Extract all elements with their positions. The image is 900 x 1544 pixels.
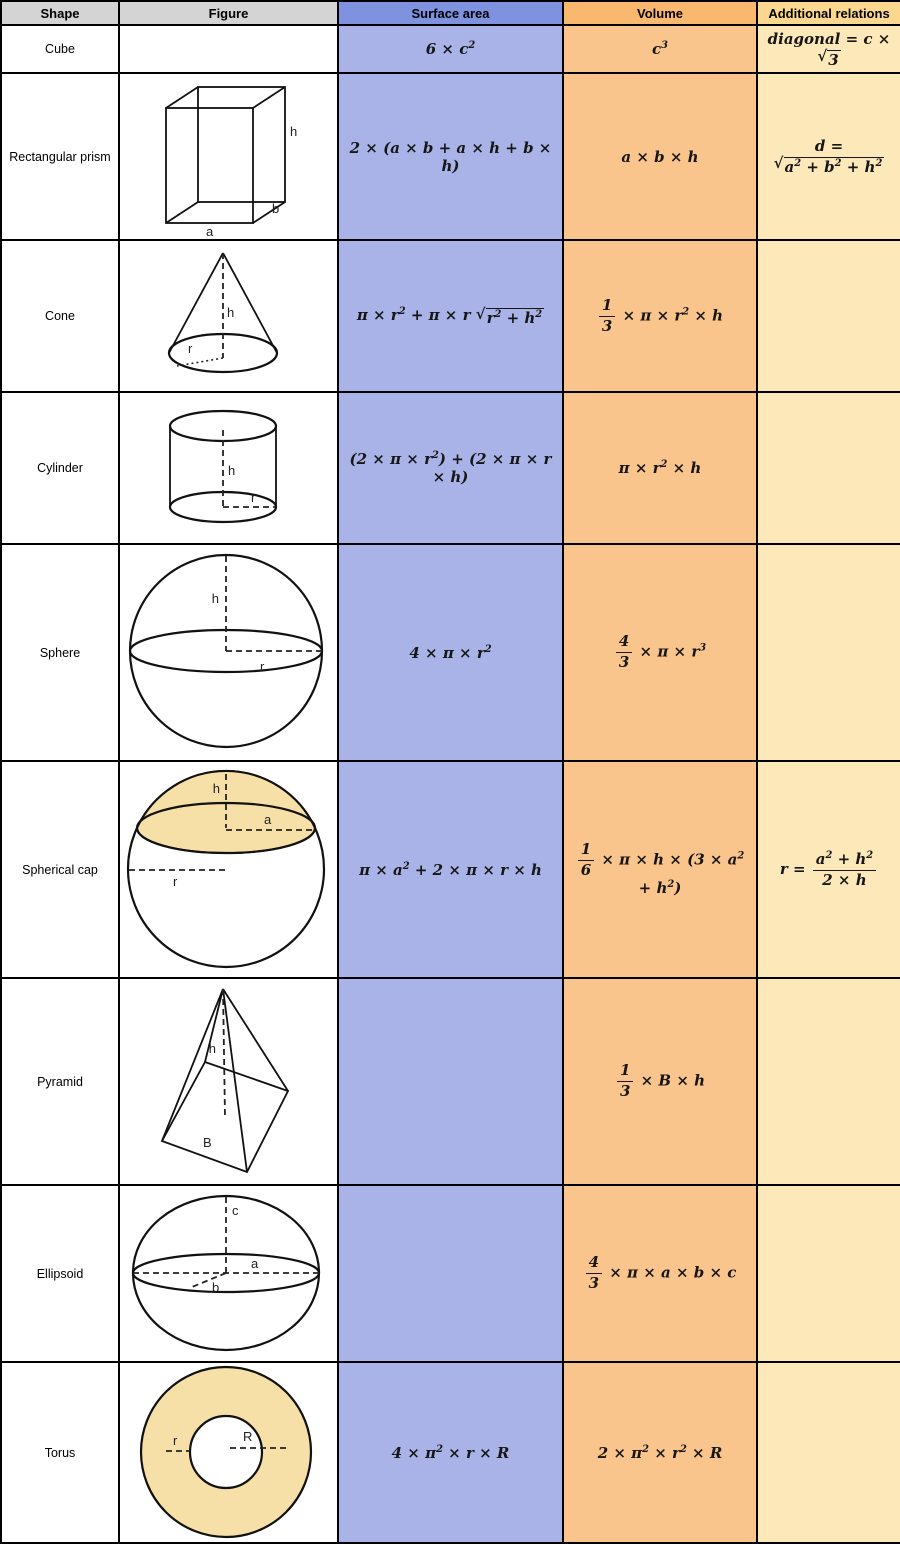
label-h: h [228,463,236,478]
sphere-figure [120,545,338,760]
volume-cell: $\pi \times r^2 \times h$ [563,392,757,544]
surface-area-cell: $6 \times c^2$ [338,25,563,73]
label-c: c [232,1203,239,1218]
label-a: a [206,224,214,239]
label-h: h [208,1041,216,1056]
additional-relations-cell [757,392,900,544]
volume-cell: $\frac{1}{6}$ × $\pi \times h \times (3 \times a^2 + h^2)$ [563,761,757,978]
spherical-cap-figure [120,762,338,977]
table-row-cone [1,240,900,392]
shape-name-cell: Cube [1,25,119,73]
label-a: a [264,812,272,827]
label-R: R [243,1429,253,1444]
surface-area-cell: 2 × (a × b + a × h + b × h) [338,73,563,240]
table-row-pyramid [1,978,900,1185]
label-h: h [212,781,220,796]
additional-relations-cell [757,1185,900,1362]
label-r: r [188,341,193,356]
label-r: r [173,1433,178,1448]
header-shape: Shape [1,1,119,25]
volume-cell: $\frac{4}{3}$ × π × a × b × c [563,1185,757,1362]
ellipsoid-figure [120,1186,338,1361]
figure-cell-empty [119,25,338,73]
volume-cell: a × b × h [563,73,757,240]
header-surface-area: Surface area [338,1,563,25]
additional-relations-cell: d = √ $a^2 + b^2 + h^2$ [757,73,900,240]
table-row-cube [1,25,900,73]
surface-area-cell [338,1185,563,1362]
label-h: h [227,305,235,320]
table-row-sphere [1,544,900,761]
label-b: b [212,1280,220,1295]
additional-relations-cell [757,544,900,761]
additional-relations-cell [757,240,900,392]
shape-name-cell: Sphere [1,544,119,761]
shape-name-cell: Pyramid [1,978,119,1185]
volume-cell: $\frac{1}{3}$ × $\pi \times r^2 \times h$ [563,240,757,392]
cone-figure [120,241,338,391]
rectangular-prism-figure [120,74,338,239]
shape-name-cell: Torus [1,1362,119,1543]
label-r: r [251,490,256,505]
table-row-cylinder [1,392,900,544]
volume-cell: $\frac{4}{3}$ × $\pi \times r^3$ [563,544,757,761]
table-row-torus [1,1362,900,1543]
header-volume: Volume [563,1,757,25]
label-r: r [173,874,178,889]
shape-name-cell: Cone [1,240,119,392]
shape-name-cell: Ellipsoid [1,1185,119,1362]
label-a: a [251,1256,259,1271]
header-row [1,1,900,25]
cylinder-figure [120,393,338,543]
surface-area-cell: $4 \times \pi \times r^2$ [338,544,563,761]
torus-figure [120,1363,338,1542]
surface-area-cell: $(2 \times \pi \times r^2) + (2 \times \pi \times r \times h)$ [338,392,563,544]
label-B: B [203,1135,212,1150]
shape-name-cell: Spherical cap [1,761,119,978]
shape-name-cell: Cylinder [1,392,119,544]
surface-area-cell: $\pi \times a^2 + 2 \times \pi \times r \times h$ [338,761,563,978]
header-figure: Figure [119,1,338,25]
table-row-ellipsoid [1,1185,900,1362]
additional-relations-cell [757,978,900,1185]
label-h: h [211,591,219,606]
pyramid-figure [120,979,338,1184]
additional-relations-cell: r = $\frac{a^2 + h^2}{2 \times h}$ [757,761,900,978]
header-additional-relations: Additional relations [757,1,900,25]
table-row-rectangular-prism [1,73,900,240]
label-b: b [272,201,280,216]
surface-area-cell [338,978,563,1185]
volume-cell: $\frac{1}{3}$ × B × h [563,978,757,1185]
shape-name-cell: Rectangular prism [1,73,119,240]
label-r: r [260,659,265,674]
volume-cell: $2 \times \pi^2 \times r^2 \times R$ [563,1362,757,1543]
label-h: h [290,124,298,139]
additional-relations-cell: diagonal = c × √ 3 [757,25,900,73]
surface-area-cell: $4 \times \pi^2 \times r \times R$ [338,1362,563,1543]
surface-area-cell: $\pi \times r^2 + \pi \times r$ √ $r^2 + h^2$ [338,240,563,392]
volume-cell: $c^3$ [563,25,757,73]
table-row-spherical-cap [1,761,900,978]
additional-relations-cell [757,1362,900,1543]
